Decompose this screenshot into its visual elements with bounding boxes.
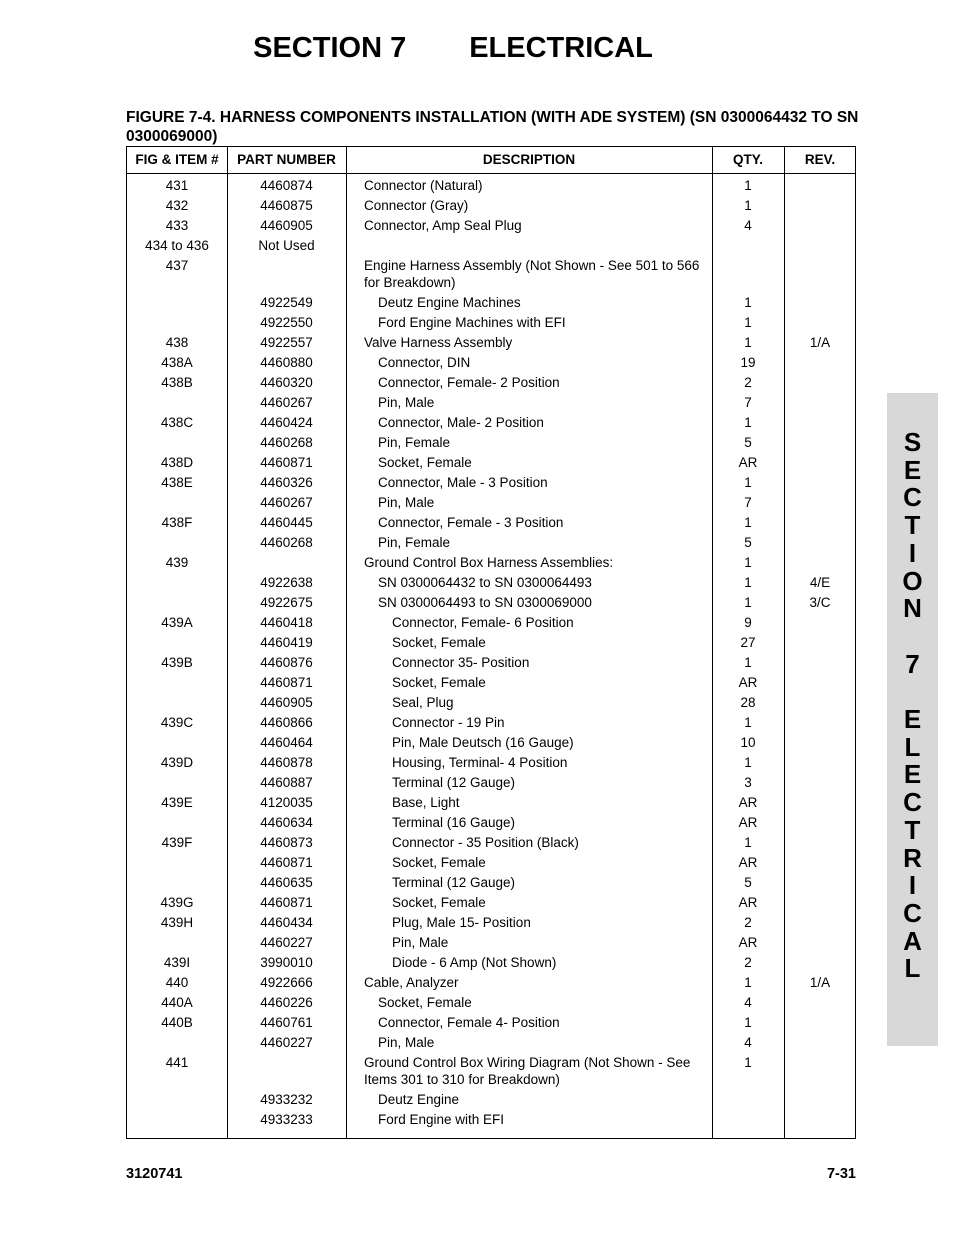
qty-cell: 1 bbox=[744, 554, 752, 570]
fig-item-cell: 439G bbox=[160, 894, 194, 910]
side-tab-letter: E bbox=[903, 704, 922, 735]
table-row bbox=[127, 812, 855, 832]
qty-cell: 19 bbox=[740, 354, 756, 370]
description-cell: Socket, Female bbox=[392, 634, 486, 650]
part-number-cell: 4460634 bbox=[260, 814, 313, 830]
part-number-cell: Not Used bbox=[258, 237, 315, 253]
table-row bbox=[127, 592, 855, 612]
part-number-cell: 4460871 bbox=[260, 674, 313, 690]
table-row bbox=[127, 372, 855, 392]
fig-item-cell: 438D bbox=[160, 454, 194, 470]
part-number-cell: 4460887 bbox=[260, 774, 313, 790]
fig-item-cell: 439D bbox=[160, 754, 194, 770]
description-cell: Connector 35- Position bbox=[392, 654, 530, 670]
fig-item-cell: 438C bbox=[160, 414, 194, 430]
table-row bbox=[127, 572, 855, 592]
qty-cell: 1 bbox=[744, 197, 752, 213]
description-cell: Connector, Amp Seal Plug bbox=[364, 217, 522, 233]
part-number-cell: 4460418 bbox=[260, 614, 313, 630]
description-cell: Engine Harness Assembly (Not Shown - See 501 to 566 for Breakdown) bbox=[364, 257, 700, 290]
header-divider bbox=[127, 173, 855, 174]
table-row bbox=[127, 1012, 855, 1032]
side-tab-letter: C bbox=[903, 897, 922, 928]
description-cell: Cable, Analyzer bbox=[364, 974, 459, 990]
table-row bbox=[127, 792, 855, 812]
table-row bbox=[127, 215, 855, 235]
qty-cell: 10 bbox=[740, 734, 756, 750]
side-tab-letter: 7 bbox=[905, 648, 920, 679]
qty-cell: 1 bbox=[744, 334, 752, 350]
rev-cell: 1/A bbox=[809, 974, 831, 990]
table-row bbox=[127, 712, 855, 732]
part-number-cell: 4460434 bbox=[260, 914, 313, 930]
part-number-cell: 4460227 bbox=[260, 1034, 313, 1050]
description-cell: Terminal (16 Gauge) bbox=[392, 814, 516, 830]
description-cell: Ford Engine with EFI bbox=[378, 1111, 505, 1127]
description-cell: Ground Control Box Harness Assemblies: bbox=[364, 554, 614, 570]
table-row bbox=[127, 552, 855, 572]
part-number-cell: 4460871 bbox=[260, 854, 313, 870]
fig-item-cell: 439 bbox=[165, 554, 189, 570]
part-number-cell: 4460905 bbox=[260, 694, 313, 710]
part-number-cell: 4460227 bbox=[260, 934, 313, 950]
qty-cell: AR bbox=[738, 454, 758, 470]
side-tab-letter: N bbox=[903, 593, 922, 624]
description-cell: Diode - 6 Amp (Not Shown) bbox=[392, 954, 557, 970]
description-cell: Pin, Female bbox=[378, 534, 451, 550]
part-number-cell: 4922666 bbox=[260, 974, 313, 990]
fig-item-cell: 438B bbox=[161, 374, 193, 390]
side-tab-letter: E bbox=[903, 454, 922, 485]
fig-item-cell: 439E bbox=[161, 794, 193, 810]
header-description: DESCRIPTION bbox=[482, 152, 576, 167]
side-tab-letter: T bbox=[904, 510, 921, 541]
qty-cell: 4 bbox=[744, 217, 752, 233]
description-cell: Deutz Engine bbox=[378, 1091, 460, 1107]
description-cell: SN 0300064432 to SN 0300064493 bbox=[378, 574, 592, 590]
fig-item-cell: 440 bbox=[165, 974, 189, 990]
qty-cell: 1 bbox=[744, 1054, 752, 1070]
side-tab-letter: C bbox=[903, 787, 922, 818]
table-row bbox=[127, 235, 855, 255]
description-cell: Socket, Female bbox=[378, 994, 472, 1010]
side-tab-letter: S bbox=[903, 427, 922, 457]
section-heading bbox=[0, 32, 954, 65]
table-row bbox=[127, 692, 855, 712]
qty-cell: 1 bbox=[744, 1014, 752, 1030]
qty-cell: AR bbox=[738, 854, 758, 870]
side-tab-letter: E bbox=[903, 759, 922, 790]
qty-cell: 2 bbox=[744, 374, 752, 390]
part-number-cell: 4460874 bbox=[260, 177, 313, 193]
side-tab-spacer bbox=[887, 623, 938, 651]
fig-item-cell: 437 bbox=[165, 257, 189, 273]
table-row bbox=[127, 912, 855, 932]
part-number-cell: 4460424 bbox=[260, 414, 313, 430]
table-row bbox=[127, 672, 855, 692]
table-row bbox=[127, 832, 855, 852]
fig-item-cell: 438A bbox=[161, 354, 193, 370]
qty-cell: 1 bbox=[744, 974, 752, 990]
rev-cell: 4/E bbox=[809, 574, 831, 590]
part-number-cell: 4460905 bbox=[260, 217, 313, 233]
table-row bbox=[127, 732, 855, 752]
description-cell: Pin, Female bbox=[378, 434, 451, 450]
qty-cell: 1 bbox=[744, 314, 752, 330]
qty-cell: 2 bbox=[744, 914, 752, 930]
part-number-cell: 4460419 bbox=[260, 634, 313, 650]
qty-cell: 1 bbox=[744, 754, 752, 770]
doc-number: 3120741 bbox=[126, 1166, 183, 1182]
description-cell: Connector (Natural) bbox=[364, 177, 483, 193]
side-tab-letter: I bbox=[908, 870, 917, 901]
fig-item-cell: 439C bbox=[160, 714, 194, 730]
qty-cell: AR bbox=[738, 934, 758, 950]
part-number-cell: 4922638 bbox=[260, 574, 313, 590]
description-cell: Socket, Female bbox=[392, 674, 486, 690]
qty-cell: 1 bbox=[744, 594, 752, 610]
description-cell: Connector, Male- 2 Position bbox=[378, 414, 544, 430]
table-row bbox=[127, 432, 855, 452]
fig-item-cell: 433 bbox=[165, 217, 189, 233]
description-cell: Socket, Female bbox=[392, 854, 486, 870]
table-row bbox=[127, 472, 855, 492]
table-row bbox=[127, 1109, 855, 1129]
description-cell: Connector (Gray) bbox=[364, 197, 469, 213]
qty-cell: 1 bbox=[744, 177, 752, 193]
qty-cell: 5 bbox=[744, 534, 752, 550]
description-cell: Connector, Female - 3 Position bbox=[378, 514, 564, 530]
part-number-cell: 4460871 bbox=[260, 894, 313, 910]
side-tab-letters bbox=[887, 429, 938, 983]
description-cell: Socket, Female bbox=[378, 454, 472, 470]
table-row bbox=[127, 992, 855, 1012]
qty-cell: AR bbox=[738, 794, 758, 810]
description-cell: Plug, Male 15- Position bbox=[392, 914, 531, 930]
fig-item-cell: 431 bbox=[165, 177, 189, 193]
table-row bbox=[127, 175, 855, 195]
qty-cell: 9 bbox=[744, 614, 752, 630]
fig-item-cell: 440A bbox=[161, 994, 193, 1010]
fig-item-cell: 438 bbox=[165, 334, 189, 350]
header-rev: REV. bbox=[804, 152, 836, 167]
table-row bbox=[127, 292, 855, 312]
table-row bbox=[127, 892, 855, 912]
qty-cell: 5 bbox=[744, 874, 752, 890]
side-tab-letter: A bbox=[903, 925, 922, 956]
part-number-cell: 4460226 bbox=[260, 994, 313, 1010]
header-fig-item: FIG & ITEM # bbox=[135, 152, 219, 167]
description-cell: Ford Engine Machines with EFI bbox=[378, 314, 566, 330]
table-row bbox=[127, 932, 855, 952]
table-row bbox=[127, 1032, 855, 1052]
fig-item-cell: 439A bbox=[161, 614, 193, 630]
section-side-tab bbox=[887, 393, 938, 1046]
qty-cell: 2 bbox=[744, 954, 752, 970]
description-cell: Terminal (12 Gauge) bbox=[392, 874, 516, 890]
table-row bbox=[127, 1089, 855, 1109]
table-row bbox=[127, 972, 855, 992]
description-cell: Connector, Female 4- Position bbox=[378, 1014, 560, 1030]
description-cell: Connector, Female- 2 Position bbox=[378, 374, 560, 390]
part-number-cell: 4460320 bbox=[260, 374, 313, 390]
description-cell: Deutz Engine Machines bbox=[378, 294, 521, 310]
table-row bbox=[127, 392, 855, 412]
part-number-cell: 4460445 bbox=[260, 514, 313, 530]
part-number-cell: 4460464 bbox=[260, 734, 313, 750]
description-cell: Pin, Male Deutsch (16 Gauge) bbox=[392, 734, 574, 750]
qty-cell: 3 bbox=[744, 774, 752, 790]
side-tab-letter: I bbox=[908, 537, 917, 568]
part-number-cell: 4460875 bbox=[260, 197, 313, 213]
section-number: SECTION 7 bbox=[253, 32, 407, 64]
side-tab-letter: L bbox=[904, 731, 921, 762]
table-row bbox=[127, 872, 855, 892]
part-number-cell: 4933233 bbox=[260, 1111, 313, 1127]
qty-cell: 4 bbox=[744, 1034, 752, 1050]
rev-cell: 1/A bbox=[809, 334, 831, 350]
description-cell: Pin, Male bbox=[378, 494, 435, 510]
table-row bbox=[127, 255, 855, 292]
description-cell: Connector, Female- 6 Position bbox=[392, 614, 574, 630]
fig-item-cell: 439F bbox=[161, 834, 193, 850]
description-cell: Pin, Male bbox=[378, 394, 435, 410]
side-tab-letter: C bbox=[903, 482, 922, 513]
fig-item-cell: 438F bbox=[161, 514, 193, 530]
description-cell: Connector, DIN bbox=[378, 354, 471, 370]
table-row bbox=[127, 312, 855, 332]
table-row bbox=[127, 612, 855, 632]
part-number-cell: 4460635 bbox=[260, 874, 313, 890]
table-row bbox=[127, 1052, 855, 1089]
rev-cell: 3/C bbox=[809, 594, 831, 610]
part-number-cell: 4460268 bbox=[260, 434, 313, 450]
part-number-cell: 4922675 bbox=[260, 594, 313, 610]
part-number-cell: 4460267 bbox=[260, 494, 313, 510]
table-row bbox=[127, 652, 855, 672]
qty-cell: 28 bbox=[740, 694, 756, 710]
fig-item-cell: 440B bbox=[161, 1014, 193, 1030]
description-cell: Base, Light bbox=[392, 794, 460, 810]
part-number-cell: 4460267 bbox=[260, 394, 313, 410]
qty-cell: 1 bbox=[744, 714, 752, 730]
fig-item-cell: 441 bbox=[165, 1054, 189, 1070]
qty-cell: AR bbox=[738, 674, 758, 690]
qty-cell: 1 bbox=[744, 414, 752, 430]
fig-item-cell: 438E bbox=[161, 474, 193, 490]
table-row bbox=[127, 512, 855, 532]
header-part-number: PART NUMBER bbox=[237, 152, 336, 167]
fig-item-cell: 439B bbox=[161, 654, 193, 670]
qty-cell: 4 bbox=[744, 994, 752, 1010]
table-row bbox=[127, 412, 855, 432]
table-row bbox=[127, 752, 855, 772]
description-cell: Connector, Male - 3 Position bbox=[378, 474, 548, 490]
part-number-cell: 4460871 bbox=[260, 454, 313, 470]
qty-cell: 1 bbox=[744, 514, 752, 530]
description-cell: Ground Control Box Wiring Diagram (Not Shown - See Items 301 to 310 for Breakdown) bbox=[364, 1054, 691, 1087]
table-row bbox=[127, 852, 855, 872]
qty-cell: AR bbox=[738, 814, 758, 830]
qty-cell: 1 bbox=[744, 474, 752, 490]
qty-cell: 7 bbox=[744, 494, 752, 510]
description-cell: Valve Harness Assembly bbox=[364, 334, 513, 350]
description-cell: Connector - 35 Position (Black) bbox=[392, 834, 579, 850]
fig-item-cell: 434 to 436 bbox=[145, 237, 209, 253]
description-cell: Connector - 19 Pin bbox=[392, 714, 505, 730]
table-row bbox=[127, 332, 855, 352]
table-row bbox=[127, 952, 855, 972]
table-row bbox=[127, 632, 855, 652]
description-cell: Socket, Female bbox=[392, 894, 486, 910]
qty-cell: 5 bbox=[744, 434, 752, 450]
part-number-cell: 4460873 bbox=[260, 834, 313, 850]
part-number-cell: 4922550 bbox=[260, 314, 313, 330]
part-number-cell: 3990010 bbox=[260, 954, 313, 970]
figure-title: FIGURE 7-4. HARNESS COMPONENTS INSTALLATION (WITH ADE SYSTEM) (SN 0300064432 TO SN 0300069000) bbox=[126, 109, 859, 145]
part-number-cell: 4933232 bbox=[260, 1091, 313, 1107]
qty-cell: 7 bbox=[744, 394, 752, 410]
part-number-cell: 4460761 bbox=[260, 1014, 313, 1030]
qty-cell: 1 bbox=[744, 294, 752, 310]
table-row bbox=[127, 352, 855, 372]
description-cell: Pin, Male bbox=[378, 1034, 435, 1050]
side-tab-letter: T bbox=[904, 814, 921, 845]
table-row bbox=[127, 452, 855, 472]
part-number-cell: 4460876 bbox=[260, 654, 313, 670]
qty-cell: 27 bbox=[740, 634, 756, 650]
part-number-cell: 4120035 bbox=[260, 794, 313, 810]
header-qty: QTY. bbox=[732, 152, 763, 167]
table-row bbox=[127, 772, 855, 792]
page-number: 7-31 bbox=[826, 1166, 856, 1182]
qty-cell: AR bbox=[738, 894, 758, 910]
qty-cell: 1 bbox=[744, 834, 752, 850]
qty-cell: 1 bbox=[744, 574, 752, 590]
side-tab-spacer bbox=[887, 678, 938, 706]
description-cell: Seal, Plug bbox=[392, 694, 454, 710]
fig-item-cell: 439H bbox=[160, 914, 194, 930]
description-cell: Housing, Terminal- 4 Position bbox=[392, 754, 568, 770]
table-body bbox=[127, 175, 855, 1129]
side-tab-letter: R bbox=[903, 842, 922, 873]
part-number-cell: 4460878 bbox=[260, 754, 313, 770]
table-row bbox=[127, 492, 855, 512]
side-tab-letter: O bbox=[902, 565, 923, 596]
side-tab-letter: L bbox=[904, 953, 921, 984]
part-number-cell: 4460326 bbox=[260, 474, 313, 490]
fig-item-cell: 439I bbox=[163, 954, 191, 970]
part-number-cell: 4460268 bbox=[260, 534, 313, 550]
description-cell: Terminal (12 Gauge) bbox=[392, 774, 516, 790]
qty-cell: 1 bbox=[744, 654, 752, 670]
part-number-cell: 4922549 bbox=[260, 294, 313, 310]
fig-item-cell: 432 bbox=[165, 197, 189, 213]
parts-table bbox=[126, 146, 856, 1139]
section-name: ELECTRICAL bbox=[469, 32, 653, 64]
part-number-cell: 4460880 bbox=[260, 354, 313, 370]
part-number-cell: 4460866 bbox=[260, 714, 313, 730]
table-row bbox=[127, 195, 855, 215]
description-cell: Pin, Male bbox=[392, 934, 449, 950]
part-number-cell: 4922557 bbox=[260, 334, 313, 350]
description-cell: SN 0300064493 to SN 0300069000 bbox=[378, 594, 592, 610]
table-row bbox=[127, 532, 855, 552]
